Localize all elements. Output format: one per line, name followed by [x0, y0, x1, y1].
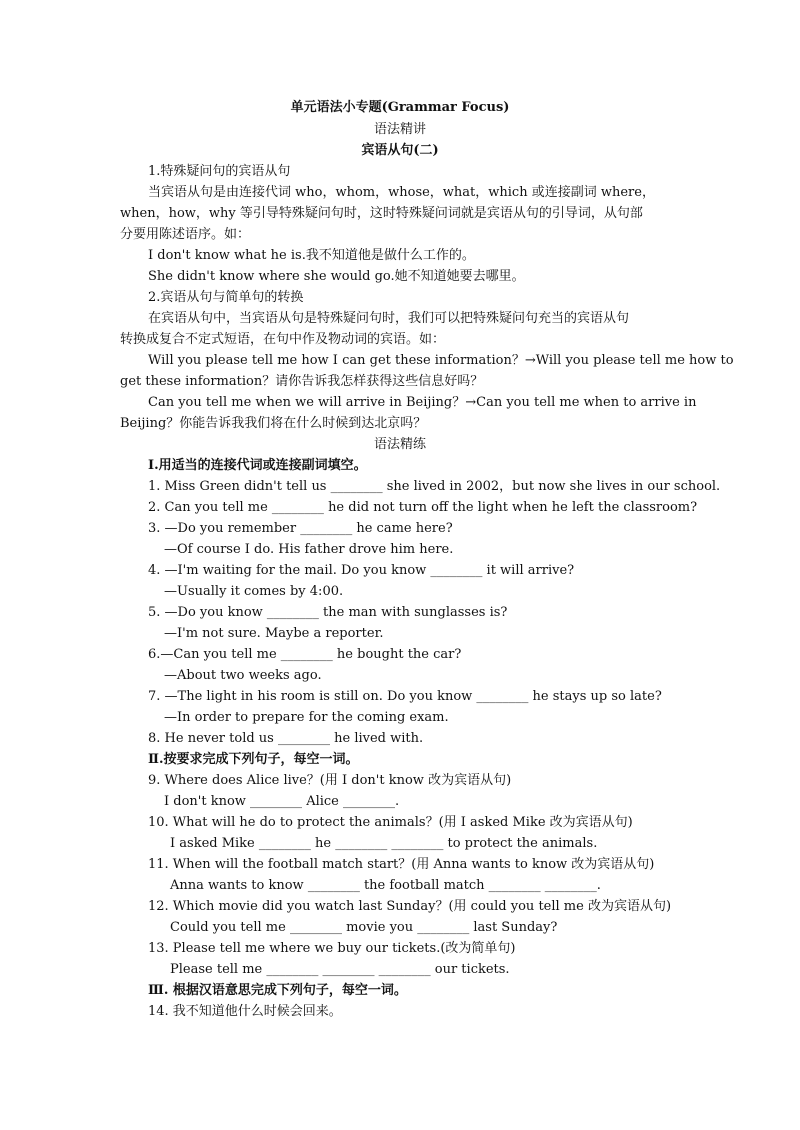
question-3: 3. —Do you remember ________ he came here?	[148, 521, 453, 536]
question-4: 4. —I'm waiting for the mail. Do you know ________ it will arrive?	[148, 563, 575, 578]
example-sentence: I don't know what he is.我不知道他是做什么工作的。	[148, 248, 475, 263]
example-sentence: Beijing？你能告诉我我们将在什么时候到达北京吗？	[120, 416, 427, 431]
question-4-answer-line: —Usually it comes by 4:00.	[164, 584, 344, 599]
question-14: 14. 我不知道他什么时候会回来。	[148, 1004, 342, 1019]
question-7-answer-line: —In order to prepare for the coming exam.	[164, 710, 449, 725]
question-3-answer-line: —Of course I do. His father drove him here.	[164, 542, 454, 557]
question-10-answer-line: I asked Mike ________ he ________ ________ to protect the animals.	[170, 836, 598, 851]
point-1-heading: 1.特殊疑问句的宾语从句	[148, 164, 291, 179]
example-sentence: Can you tell me when we will arrive in Beijing？→Can you tell me when to arrive in	[148, 395, 697, 410]
point-2-heading: 2.宾语从句与简单句的转换	[148, 290, 304, 305]
part-1-heading: Ⅰ.用适当的连接代词或连接副词填空。	[148, 458, 367, 473]
question-5: 5. —Do you know ________ the man with sunglasses is?	[148, 605, 508, 620]
paragraph-line: 在宾语从句中，当宾语从句是特殊疑问句时，我们可以把特殊疑问句充当的宾语从句	[148, 311, 630, 326]
paragraph-line: when，how，why 等引导特殊疑问句时，这时特殊疑问词就是宾语从句的引导词，从句部	[120, 206, 643, 221]
example-sentence: She didn't know where she would go.她不知道她要去哪里。	[148, 269, 525, 284]
topic-heading: 宾语从句(二)	[361, 143, 439, 158]
paragraph-line: 分要用陈述语序。如：	[120, 227, 251, 242]
question-9: 9. Where does Alice live？(用 I don't know 改为宾语从句)	[148, 773, 512, 788]
example-sentence: get these information？请你告诉我怎样获得这些信息好吗？	[120, 374, 484, 389]
question-2: 2. Can you tell me ________ he did not turn off the light when he left the classroom?	[148, 500, 698, 515]
document-title: 单元语法小专题(Grammar Focus)	[290, 100, 510, 115]
question-13: 13. Please tell me where we buy our tickets.(改为简单句)	[148, 941, 516, 956]
example-sentence: Will you please tell me how I can get these information？→Will you please tell me how to	[148, 353, 734, 368]
section-label-explanation: 语法精讲	[373, 122, 426, 137]
question-1: 1. Miss Green didn't tell us ________ she lived in 2002，but now she lives in our school.	[148, 479, 721, 494]
question-7: 7. —The light in his room is still on. Do you know ________ he stays up so late?	[148, 689, 662, 704]
paragraph-line: 当宾语从句是由连接代词 who，whom，whose，what，which 或连接副词 where，	[148, 185, 655, 200]
question-6-answer-line: —About two weeks ago.	[164, 668, 322, 683]
part-3-heading: Ⅲ. 根据汉语意思完成下列句子，每空一词。	[148, 983, 407, 998]
paragraph-line: 转换成复合不定式短语，在句中作及物动词的宾语。如：	[120, 332, 446, 347]
question-12-answer-line: Could you tell me ________ movie you ________ last Sunday?	[170, 920, 558, 935]
question-11-answer-line: Anna wants to know ________ the football match ________ ________.	[170, 878, 601, 893]
question-5-answer-line: —I'm not sure. Maybe a reporter.	[164, 626, 384, 641]
question-9-answer-line: I don't know ________ Alice ________.	[164, 794, 400, 809]
question-8: 8. He never told us ________ he lived with.	[148, 731, 424, 746]
question-13-answer-line: Please tell me ________ ________ ________ our tickets.	[170, 962, 510, 977]
question-11: 11. When will the football match start？(用 Anna wants to know 改为宾语从句)	[148, 857, 655, 872]
question-10: 10. What will he do to protect the animals？(用 I asked Mike 改为宾语从句)	[148, 815, 633, 830]
part-2-heading: Ⅱ.按要求完成下列句子，每空一词。	[148, 752, 359, 767]
question-12: 12. Which movie did you watch last Sunday？(用 could you tell me 改为宾语从句)	[148, 899, 672, 914]
section-label-practice: 语法精练	[373, 437, 426, 452]
question-6: 6.—Can you tell me ________ he bought the car?	[148, 647, 462, 662]
